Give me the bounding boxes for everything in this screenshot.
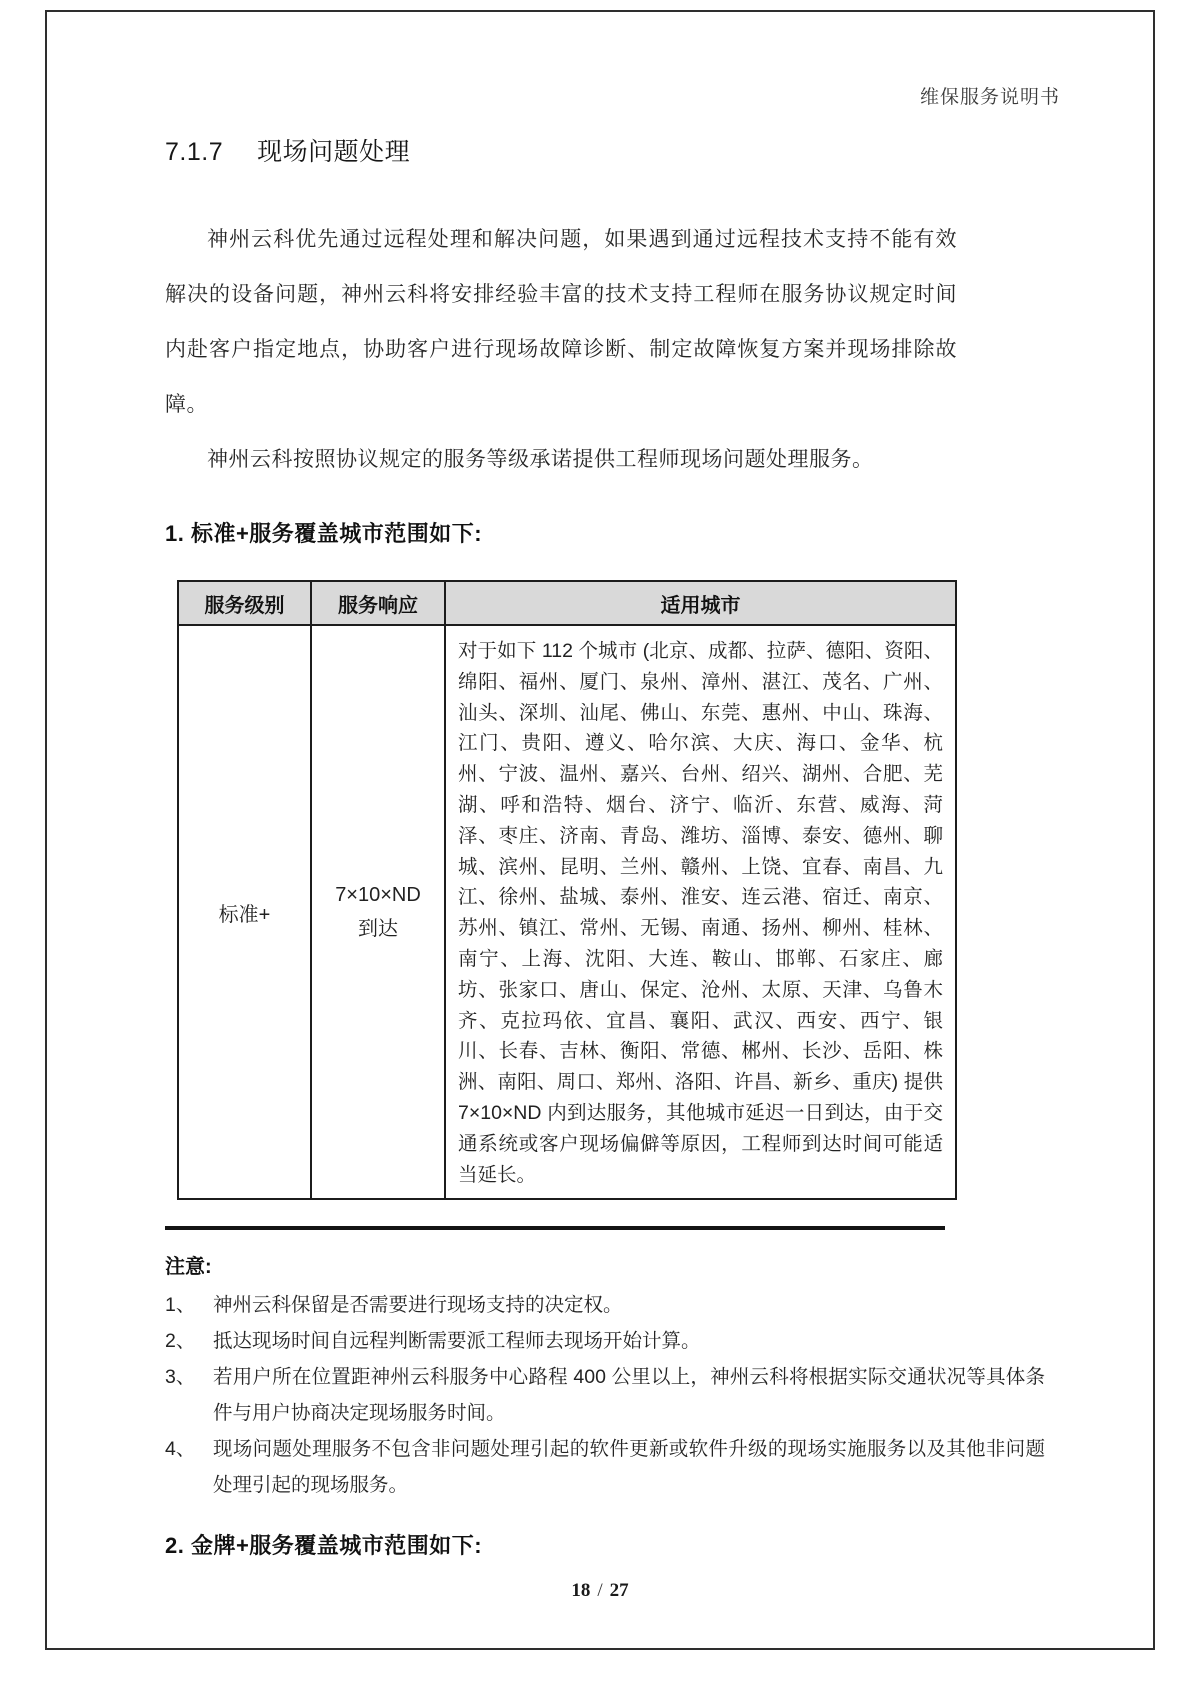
section-number: 7.1.7	[165, 138, 224, 166]
column-header-service-response: 服务响应	[311, 581, 445, 625]
note-marker: 2、	[165, 1330, 196, 1353]
note-item	[165, 1323, 1045, 1359]
page-footer	[0, 1580, 1200, 1602]
footer-separator: /	[597, 1580, 603, 1601]
cell-service-level: 标准+	[178, 625, 311, 1199]
section-heading	[165, 132, 957, 168]
note-marker: 4、	[165, 1438, 196, 1461]
column-header-service-level: 服务级别	[178, 581, 311, 625]
cell-applicable-cities: 对于如下 112 个城市 (北京、成都、拉萨、德阳、资阳、绵阳、福州、厦门、泉州、漳州、湛江、茂名、广州、汕头、深圳、汕尾、佛山、东莞、惠州、中山、珠海、江门、贵阳、遵义、哈尔滨、大庆、海口、金华、杭州、宁波、温州、嘉兴、台州、绍兴、湖州、合肥、芜湖、呼和浩特、烟台、济宁、临沂、东营、威海、菏泽、枣庄、济南、青岛、潍坊、淄博、泰安、德州、聊城、滨州、昆明、兰州、赣州、上饶、宜春、南昌、九江、徐州、盐城、泰州、淮安、连云港、宿迁、南京、苏州、镇江、常州、无锡、南通、扬州、柳州、桂林、南宁、上海、沈阳、大连、鞍山、邯郸、石家庄、廊坊、张家口、唐山、保定、沧州、太原、天津、乌鲁木齐、克拉玛依、宜昌、襄阳、武汉、西安、西宁、银川、长春、吉林、衡阳、常德、郴州、长沙、岳阳、株洲、南阳、周口、郑州、洛阳、许昌、新乡、重庆) 提供 7×10×ND 内到达服务，其他城市延迟一日到达，由于交通系统或客户现场偏僻等原因，工程师到达时间可能适当延长。	[445, 625, 956, 1199]
note-item	[165, 1431, 1045, 1503]
note-text: 现场问题处理服务不包含非问题处理引起的软件更新或软件升级的现场实施服务以及其他非问题处理引起的现场服务。	[213, 1438, 1045, 1497]
table-header-row	[178, 581, 956, 625]
footer-total-pages: 27	[609, 1580, 629, 1601]
heading-standard-plus-coverage: 1. 标准+服务覆盖城市范围如下:	[165, 521, 483, 546]
notes-title: 注意:	[165, 1256, 212, 1279]
section-title: 现场问题处理	[257, 138, 411, 166]
footer-page-number: 18	[571, 1580, 591, 1601]
response-line-2: 到达	[358, 918, 398, 941]
note-marker: 1、	[165, 1294, 196, 1317]
note-text: 抵达现场时间自远程判断需要派工程师去现场开始计算。	[213, 1330, 701, 1353]
page-content	[165, 132, 1045, 1560]
paragraph-service-level-commitment: 神州云科按照协议规定的服务等级承诺提供工程师现场问题处理服务。	[207, 448, 874, 471]
note-text: 神州云科保留是否需要进行现场支持的决定权。	[213, 1294, 623, 1317]
note-text: 若用户所在位置距神州云科服务中心路程 400 公里以上，神州云科将根据实际交通状况等具体条件与用户协商决定现场服务时间。	[213, 1366, 1045, 1425]
note-item	[165, 1359, 1045, 1431]
table-row	[178, 625, 956, 1199]
note-item	[165, 1287, 1045, 1323]
notes-list	[165, 1287, 1045, 1503]
response-line-1: 7×10×ND	[335, 884, 421, 907]
column-header-applicable-cities: 适用城市	[445, 581, 956, 625]
service-coverage-table	[177, 580, 957, 1200]
cell-service-response	[311, 625, 445, 1199]
document-header-title: 维保服务说明书	[919, 87, 1060, 108]
note-marker: 3、	[165, 1366, 196, 1389]
body-paragraphs	[165, 212, 957, 487]
heading-gold-plus-coverage: 2. 金牌+服务覆盖城市范围如下:	[165, 1533, 483, 1559]
horizontal-divider	[165, 1226, 945, 1230]
paragraph-remote-handling: 神州云科优先通过远程处理和解决问题，如果遇到通过远程技术支持不能有效解决的设备问题，神州云科将安排经验丰富的技术支持工程师在服务协议规定时间内赴客户指定地点，协助客户进行现场故障诊断、制定故障恢复方案并现场排除故障。	[165, 228, 957, 416]
